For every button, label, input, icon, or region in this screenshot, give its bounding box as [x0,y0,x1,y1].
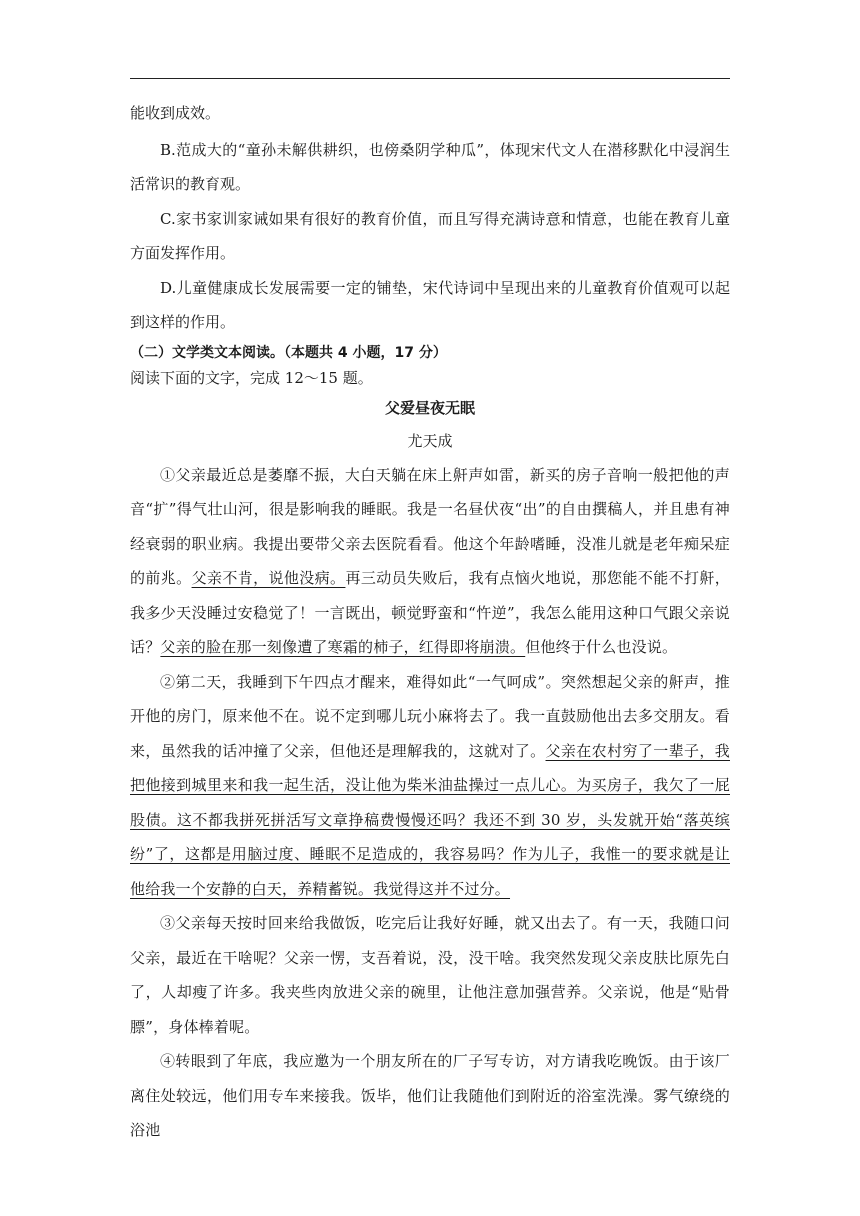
document-page [130,0,730,1148]
underlined-sentence-2: 父亲的脸在那一刻像遭了寒霜的柿子，红得即将崩溃。 [160,638,526,656]
option-b: B.范成大的“童孙未解供耕织，也傍桑阴学种瓜”，体现宋代文人在潜移默化中浸润生活常识的教育观。 [130,140,730,193]
paragraph-1-text-b: 再三动员失败后，我有点恼火地说，那您能不能不打鼾，我多少天没睡过安稳觉了！一言既出，顿觉野蛮和“忤逆”，我怎么能用这种口气跟父亲说话？ [130,569,730,656]
option-a-tail: 能收到成效。 [130,104,221,122]
paragraph-4: ④转眼到了年底，我应邀为一个朋友所在的厂子写专访，对方请我吃晚饭。由于该厂离住处较远，他们用专车来接我。饭毕，他们让我随他们到附近的浴室洗澡。雾气缭绕的浴池 [130,1052,730,1139]
option-d: D.儿童健康成长发展需要一定的铺垫，宋代诗词中呈现出来的儿童教育价值观可以起到这样的作用。 [130,278,730,331]
underlined-passage: 父亲在农村穷了一辈子，我把他接到城里来和我一起生活，没让他为柴米油盐操过一点儿心。为买房子，我欠了一屁股债。这不都我拼死拼活写文章挣稿费慢慢还吗？我还不到 30 岁，头发就开始“落英缤纷”了，这都是用脑过度、睡眠不足造成的，我容易吗？作为儿子，我惟一的要求就是让他给我一个安静的白天，养精蓄锐。我觉得这并不过分。 [130,741,730,898]
section-instruction: 阅读下面的文字，完成 12～15 题。 [130,368,373,387]
underlined-sentence-1: 父亲不肯，说他没病。 [191,569,346,587]
paragraph-1-text-a: ①父亲最近总是萎靡不振，大白天躺在床上鼾声如雷，新买的房子音响一般把他的声音“扩”得气壮山河，很是影响我的睡眠。我是一名昼伏夜“出”的自由撰稿人，并且患有神经衰弱的职业病。我提出要带父亲去医院看看。他这个年龄嗜睡，没准儿就是老年痴呆症的前兆。 [130,465,730,587]
article-author: 尤天成 [407,431,453,450]
option-c: C.家书家训家诫如果有很好的教育价值，而且写得充满诗意和情意，也能在教育儿童方面发挥作用。 [130,209,730,262]
section-heading: （二）文学类文本阅读。（本题共 4 小题，17 分） [130,344,447,361]
paragraph-1 [130,458,730,665]
paragraph-2 [130,665,730,907]
paragraph-2-text-a: ②第二天，我睡到下午四点才醒来，难得如此“一气呵成”。突然想起父亲的鼾声，推开他的房门，原来他不在。说不定到哪儿玩小麻将去了。我一直鼓励他出去多交朋友。看来，虽然我的话冲撞了父亲，但他还是理解我的，这就对了。 [130,672,730,760]
paragraph-3: ③父亲每天按时回来给我做饭，吃完后让我好好睡，就又出去了。有一天，我随口问父亲，最近在干啥呢？父亲一愣，支吾着说，没，没干啥。我突然发现父亲皮肤比原先白了，人却瘦了许多。我夹些肉放进父亲的碗里，让他注意加强营养。父亲说，他是“贴骨膘”，身体棒着呢。 [130,914,730,1036]
paragraph-1-text-c: 但他终于什么也没说。 [525,638,678,656]
article-title: 父爱昼夜无眠 [384,398,475,417]
